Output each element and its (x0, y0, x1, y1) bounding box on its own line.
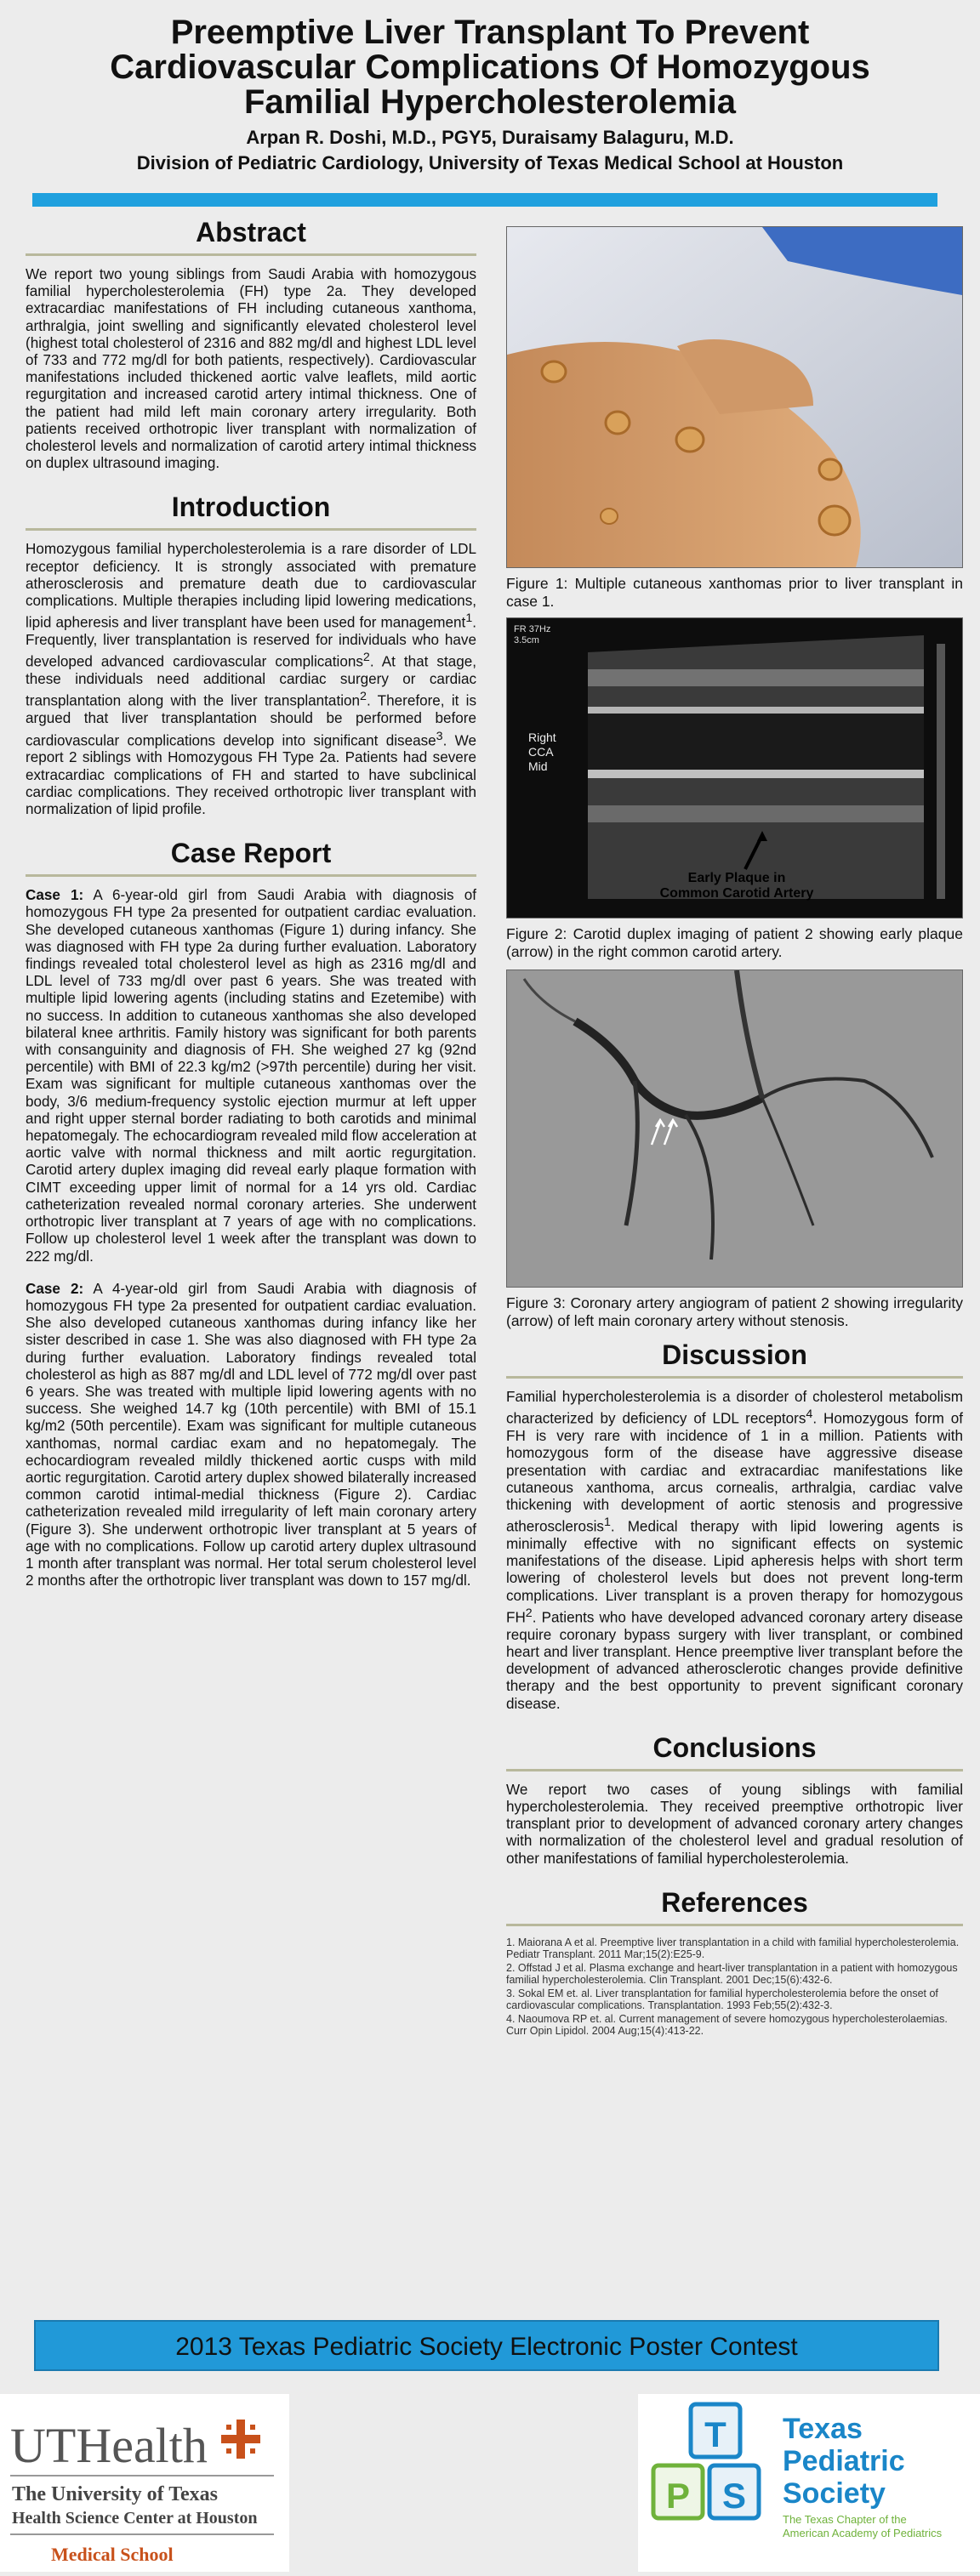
case1-paragraph (26, 887, 476, 1265)
figure-3-caption: Figure 3: Coronary artery angiogram of patient 2 showing irregularity (arrow) of left main coronary artery without stenosis. (506, 1294, 963, 1329)
poster-title (0, 15, 980, 120)
us-label-right: Right (528, 731, 556, 744)
discussion-text-4: . Patients who have developed advanced coronary artery disease require coronary bypass surgery with liver transplant, or combined heart and liver transplant. Hence preemptive liver transplant before the development of advanced atherosclerotic changes provide definitive therapy and the best opportunity to prevent significant coronary disease. (506, 1609, 963, 1712)
uthealth-logo (0, 2394, 289, 2572)
introduction-heading: Introduction (171, 492, 331, 523)
title-line-2: Cardiovascular Complications Of Homozygous (110, 48, 870, 86)
abstract-text (26, 266, 476, 472)
case-report-heading: Case Report (170, 838, 332, 869)
abstract-heading: Abstract (196, 217, 306, 247)
contest-banner: 2013 Texas Pediatric Society Electronic Poster Contest (34, 2320, 939, 2371)
uthealth-emblem-icon (221, 2420, 260, 2459)
poster-header (0, 0, 980, 174)
tps-line-2: Pediatric (783, 2445, 905, 2477)
right-column (506, 226, 963, 2039)
uthealth-line-1: The University of Texas (12, 2483, 219, 2505)
tps-block-t: T (704, 2414, 726, 2454)
case1-text: A 6-year-old girl from Saudi Arabia with diagnosis of homozygous FH type 2a presented for outpatient cardiac evaluation. She developed cutaneous xanthomas (Figure 1) during infancy. She was diagnosed with FH type 2a during further evaluation. Laboratory findings revealed total cholesterol level as high as 2316 mg/dl and LDL level of 733 mg/dl over past 6 years. She was treated with multiple lipid lowering agents (including statins and Ezetemibe) with no success. In addition to cutaneous xanthomas she also developed bilateral knee arthritis. Family history was significant for both parents with consanguinity and diagnosis of FH. She weighed 27 kg (92nd percentile) with BMI of 22.3 kg/m2 (>97th percentile) during her visit. Exam was significant for multiple cutaneous xanthomas over the body, 3/6 medium-frequency systolic ejection murmur at left upper and right upper sternal border radiating to both carotids and minimal hepatomegaly. The echocardiogram revealed mild flow acceleration at aortic valve with normal thickness and milt aortic regurgitation. Carotid artery duplex imaging did reveal early plaque formation with CIMT exceeding upper limit of normal for a 14 yrs old. Cardiac catheterization revealed normal coronary arteries. She underwent orthotropic liver transplant at 7 years of age with no complications. Follow up cholesterol level 1 week after the transplant was down to 222 mg/dl. (26, 887, 476, 1265)
coronary-angiogram-illustration (507, 970, 962, 1287)
tps-logo-graphic (638, 2394, 980, 2572)
uthealth-line-2: Health Science Center at Houston (12, 2509, 258, 2528)
conclusions-heading: Conclusions (652, 1732, 817, 1763)
tps-block-s: S (721, 2476, 747, 2516)
reference-item: 4. Naoumova RP et. al. Current management of severe homozygous hypercholesterolaemias. Curr Opin Lipidol. 2004 Aug;15(4):413-22. (506, 2012, 948, 2038)
intro-citation-1: 1 (465, 611, 473, 626)
references-list (506, 1936, 963, 2038)
references-heading: References (661, 1886, 808, 1918)
header-divider-bar (32, 193, 937, 207)
tps-sub-2: American Academy of Pediatrics (783, 2527, 943, 2539)
title-line-1: Preemptive Liver Transplant To Prevent (170, 14, 810, 51)
reference-item: 1. Maiorana A et al. Preemptive liver transplantation in a child with familial hypercholesterolemia. Pediatr Transplant. 2011 Mar;15(2):E25-9. (506, 1936, 960, 1961)
references-rule (506, 1924, 963, 1926)
discussion-heading: Discussion (662, 1339, 807, 1370)
title-line-3: Familial Hypercholesterolemia (243, 83, 736, 121)
tps-sub-1: The Texas Chapter of the (783, 2513, 907, 2526)
us-label-cca: CCA (528, 745, 554, 759)
conclusions-text (506, 1782, 963, 1868)
reference-item: 3. Sokal EM et. al. Liver transplantation for familial hypercholesterolemia before the onset of cardiovascular complications. Transplantation. 1993 Feb;55(2):432-3. (506, 1987, 938, 2012)
intro-text-4: . Therefore, it is argued that liver transplantation should be performed before cardiovascular complications develop into significant disease (26, 693, 476, 749)
xanthoma-photo-illustration (507, 227, 962, 567)
us-header-text-1: FR 37Hz (514, 624, 551, 634)
introduction-rule (26, 528, 476, 531)
abstract-rule (26, 253, 476, 256)
us-label-mid: Mid (528, 759, 548, 773)
conclusions-rule (506, 1769, 963, 1771)
tps-line-1: Texas (783, 2413, 863, 2445)
discussion-text-1: Familial hypercholesterolemia is a disorder of cholesterol metabolism characterized by deficiency of LDL receptors (506, 1389, 963, 1427)
intro-text-1: Homozygous familial hypercholesterolemia is a rare disorder of LDL receptor deficiency. It is strongly associated with premature atherosclerosis and premature death due to cardiovascular complications. Multiple therapies including lipid lowering medications, lipid apheresis and liver transplant have been used for management (26, 541, 476, 631)
carotid-ultrasound-illustration (507, 618, 962, 918)
us-header-text-2: 3.5cm (514, 635, 539, 645)
discussion-citation-2: 1 (603, 1515, 611, 1530)
reference-item: 2. Offstad J et al. Plasma exchange and heart-liver transplantation in a patient with homozygous familial hypercholesterolemia. Clin Transplant. 2001 Dec;15(6):432-6. (506, 1961, 958, 1987)
discussion-rule (506, 1376, 963, 1379)
intro-citation-4: 3 (436, 729, 443, 743)
abstract-paragraph: We report two young siblings from Saudi Arabia with homozygous familial hypercholesterolemia (FH) type 2a. They developed extracardiac manifestations of FH including cutaneous xanthoma, arthralgia, joint swelling and significantly elevated cholesterol level (highest total cholesterol of 2316 and 882 mg/dl and highest LDL level of 733 and 772 mg/dl for both patients, respectively). Cardiovascular manifestations included thickened aortic valve leaflets, mild aortic regurgitation and increased carotid artery intimal thickness. One of the patient had mild left main coronary artery irregularity. Both patients received orthotropic liver transplant with normalization of cholesterol levels and normalization of carotid artery intimal thickness on duplex ultrasound imaging. (26, 266, 476, 472)
figure-1-photo (506, 226, 963, 568)
discussion-text-3: . Medical therapy with lipid lowering agents is minimally effective with no significant effects on systemic manifestations of the disease. Lipid apheresis helps with short term lowering of cholesterol levels but does not prevent long-term complications. Liver transplant is a proven therapy for homozygous FH (506, 1518, 963, 1626)
figure-2-ultrasound (506, 617, 963, 918)
discussion-paragraph (506, 1389, 963, 1713)
intro-text-3: . At that stage, these individuals need additional cardiac surgery or cardiac transplantation along with the liver transplantation (26, 654, 476, 710)
tps-logo (638, 2394, 980, 2572)
conclusions-paragraph: We report two cases of young siblings with familial hypercholesterolemia. They received preemptive orthotropic liver transplant prior to development of advanced coronary artery changes with normalization of the cholesterol level and gradual resolution of other manifestations of familial hypercholesterolemia. (506, 1781, 963, 1867)
discussion-citation-1: 4 (806, 1407, 813, 1422)
figure-2-caption: Figure 2: Carotid duplex imaging of patient 2 showing early plaque (arrow) in the right common carotid artery. (506, 925, 963, 960)
uthealth-wordmark: UTHealth (10, 2418, 208, 2473)
introduction-text (26, 541, 476, 818)
intro-text-2: . Frequently, liver transplantation is reserved for individuals who have developed advanced cardiovascular complications (26, 614, 476, 671)
figure-3-angiogram (506, 970, 963, 1288)
figure-1-caption: Figure 1: Multiple cutaneous xanthomas prior to liver transplant in case 1. (506, 575, 963, 610)
case2-paragraph (26, 1281, 476, 1590)
case1-label: Case 1: (26, 887, 84, 904)
intro-text-5: . We report 2 siblings with Homozygous FH Type 2a. Patients had severe extracardiac complications of FH and started to have subclinical cardiac complications. They received orthotropic liver transplant with normalization of lipid profile. (26, 732, 476, 818)
case2-label: Case 2: (26, 1280, 84, 1297)
discussion-text (506, 1389, 963, 1713)
discussion-text-2: . Homozygous form of FH is very rare with incidence of 1 in a million. Patients with homozygous form of the disease have aggressive disease presentation with cardiac and extracardiac manifestations like cutaneous xanthoma, arcus cornealis, arthralgia, cardiac valve thickening with development of aortic stenosis and progressive atherosclerosis (506, 1410, 963, 1535)
authors: Arpan R. Doshi, M.D., PGY5, Duraisamy Balaguru, M.D. (246, 127, 734, 148)
intro-citation-3: 2 (360, 690, 367, 704)
left-column (26, 213, 476, 1605)
uthealth-line-3: Medical School (51, 2544, 174, 2565)
case-report-text (26, 887, 476, 1589)
uthealth-logo-graphic (0, 2394, 289, 2572)
case2-text: A 4-year-old girl from Saudi Arabia with diagnosis of homozygous FH type 2a presented for outpatient cardiac evaluation. She also developed cutaneous xanthomas during infancy like her sister described in case 1. She was also diagnosed with FH type 2a during further evaluation. Laboratory findings revealed total cholesterol as high as 887 mg/dl and LDL level of 772 mg/dl over past 6 years. She was treated with multiple lipid lowering agents with no success. She weighed 14.7 kg (10th percentile) with BMI of 15.1 kg/m2 (50th percentile). Exam was significant for multiple cutaneous xanthomas, normal cardiac exam and no hepatomegaly. The echocardiogram revealed mildly thickened aortic cusps with mild aortic regurgitation. Carotid artery duplex showed bilaterally increased common carotid intimal-medial thickness (Figure 2). Cardiac catheterization revealed mild irregularity of left main coronary artery (Figure 3). She underwent orthotropic liver transplant at 5 years of age with no complications. Follow up carotid artery duplex ultrasound 1 month after transplant was normal. Her total serum cholesterol level 2 months after the orthotropic liver transplant was down to 157 mg/dl. (26, 1280, 476, 1589)
tps-blocks-icon (653, 2404, 759, 2518)
tps-line-3: Society (783, 2477, 886, 2510)
affiliation: Division of Pediatric Cardiology, University of Texas Medical School at Houston (136, 152, 844, 173)
plaque-label-line-1: Early Plaque in (687, 871, 786, 885)
case-report-rule (26, 874, 476, 877)
plaque-label-line-2: Common Carotid Artery (659, 886, 814, 901)
tps-block-p: P (665, 2476, 691, 2516)
introduction-paragraph (26, 541, 476, 818)
intro-citation-2: 2 (362, 651, 370, 665)
discussion-citation-3: 2 (525, 1606, 533, 1620)
